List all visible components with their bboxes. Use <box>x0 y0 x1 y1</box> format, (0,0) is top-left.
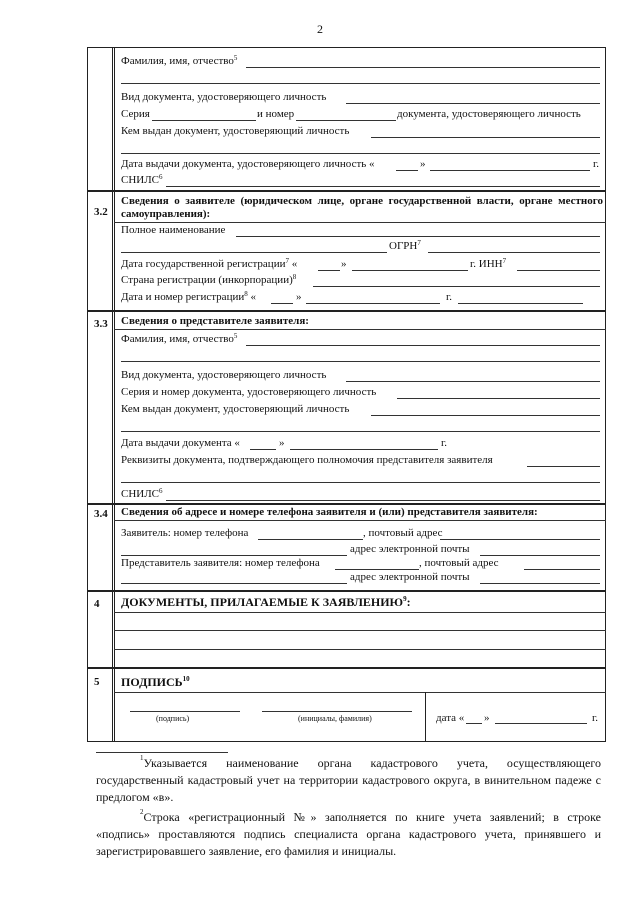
s33-number: 3.3 <box>94 318 108 330</box>
s32-country-label: Страна регистрации (инкорпорации)$^8$ <box>121 273 297 286</box>
divider-5 <box>87 667 606 669</box>
divider-3-3 <box>87 310 606 312</box>
s34-header: Сведения об адресе и номере телефона заявителя и (или) представителя заявителя: <box>121 506 538 518</box>
s33-authority-label: Реквизиты документа, подтверждающего полномочия представителя заявителя <box>121 454 493 466</box>
s32-inn-label: г. ИНН$^7$ <box>470 257 507 270</box>
s4-number: 4 <box>94 598 100 610</box>
s33-issue-day-field[interactable] <box>250 449 276 450</box>
s4-row-3[interactable] <box>114 649 606 650</box>
s32-reg-num-label: Дата и номер регистрации$^8$ « <box>121 290 256 303</box>
s32-ogrn-label: ОГРН$^7$ <box>389 239 421 252</box>
s32-header: Сведения о заявителе (юридическом лице, органе государственной власти, органе местного самоуправления): <box>121 195 603 220</box>
s33-header-rule <box>114 329 606 330</box>
s32-regnum-q-close: » <box>296 291 302 303</box>
s33-issued-by-label: Кем выдан документ, удостоверяющий личность <box>121 403 350 415</box>
s4-header: ДОКУМЕНТЫ, ПРИЛАГАЕМЫЕ К ЗАЯВЛЕНИЮ$^9$: <box>121 595 411 609</box>
divider-3-4 <box>87 503 606 505</box>
s5-date-divider <box>425 692 426 742</box>
s31-series-field[interactable] <box>152 120 256 121</box>
s33-authority-field[interactable] <box>527 466 600 467</box>
s32-inn-field[interactable] <box>517 270 600 271</box>
footnote-1: $^1$Указывается наименование органа кадастрового учета, осуществляющего государственный кадастровый учет на территории кадастрового округа, в винительном падеже с предлогом «в». <box>96 754 601 804</box>
s33-issue-date-label: Дата выдачи документа « <box>121 437 240 449</box>
s34-email-label: адрес электронной почты <box>350 543 470 555</box>
s33-issue-q-close: » <box>279 437 285 449</box>
s32-full-name-label: Полное наименование <box>121 224 226 236</box>
column-divider-inner <box>114 47 115 742</box>
s31-fio-label: Фамилия, имя, отчество$^5$ <box>121 54 238 67</box>
s31-snils-label: СНИЛС$^6$ <box>121 173 163 186</box>
s34-email-field[interactable] <box>480 555 600 556</box>
s33-doc-type-label: Вид документа, удостоверяющего личность <box>121 369 327 381</box>
s31-issue-date-label: Дата выдачи документа, удостоверяющего личность « <box>121 158 375 170</box>
s32-regnum-number-field[interactable] <box>458 303 583 304</box>
s34-email2-label: адрес электронной почты <box>350 571 470 583</box>
s32-full-name-field-2[interactable] <box>121 252 387 253</box>
s31-issue-month-field[interactable] <box>430 170 590 171</box>
s31-fio-field[interactable] <box>246 67 600 68</box>
s4-row-2[interactable] <box>114 630 606 631</box>
s32-reg-date-label: Дата государственной регистрации$^7$ « <box>121 257 298 270</box>
s33-issue-year-label: г. <box>441 437 448 449</box>
s32-number: 3.2 <box>94 206 108 218</box>
s32-full-name-field[interactable] <box>236 236 600 237</box>
s5-number: 5 <box>94 676 100 688</box>
s31-fio-field-2[interactable] <box>121 83 600 84</box>
s33-issued-by-field[interactable] <box>371 415 600 416</box>
s5-header: ПОДПИСЬ$^{10}$ <box>121 675 190 689</box>
s34-applicant-phone-field[interactable] <box>258 539 363 540</box>
s33-snils-label: СНИЛС$^6$ <box>121 487 163 500</box>
signature-caption: (подпись) <box>156 714 190 723</box>
s34-postal-label: , почтовый адрес <box>363 527 443 539</box>
s33-header: Сведения о представителе заявителя: <box>121 315 309 327</box>
s32-regnum-day-field[interactable] <box>271 303 293 304</box>
s32-header-rule <box>114 222 606 223</box>
s5-date-year-label: г. <box>592 712 599 724</box>
s32-ogrn-field[interactable] <box>428 252 600 253</box>
s33-fio-field-2[interactable] <box>121 361 600 362</box>
s31-doc-type-field[interactable] <box>346 103 600 104</box>
s31-series-label: Серия <box>121 108 150 120</box>
s34-number: 3.4 <box>94 508 108 520</box>
column-divider <box>112 47 113 742</box>
s4-row-1[interactable] <box>114 612 606 613</box>
s34-rep-phone-field[interactable] <box>335 569 419 570</box>
s31-issued-by-label: Кем выдан документ, удостоверяющий личность <box>121 125 350 137</box>
s32-reg-month-field[interactable] <box>352 270 468 271</box>
s5-date-day-field[interactable] <box>466 723 482 724</box>
s31-issued-by-field-2[interactable] <box>121 153 600 154</box>
s34-email2-field[interactable] <box>480 583 600 584</box>
s33-snils-field[interactable] <box>166 500 600 501</box>
divider-3-2 <box>87 190 606 192</box>
s33-authority-field-2[interactable] <box>121 482 600 483</box>
s31-doc-tail-label: документа, удостоверяющего личность <box>397 108 581 120</box>
s33-fio-field[interactable] <box>246 345 600 346</box>
page-number: 2 <box>317 22 323 36</box>
divider-4 <box>87 590 606 592</box>
s5-date-q-close: » <box>484 712 490 724</box>
s31-issue-year-label: г. <box>593 158 600 170</box>
s34-postal2-label: , почтовый адрес <box>419 557 499 569</box>
s32-country-field[interactable] <box>313 286 600 287</box>
s32-regnum-year-label: г. <box>446 291 453 303</box>
s31-issue-q-close: » <box>420 158 426 170</box>
s31-number-label: и номер <box>257 108 295 120</box>
s32-reg-day-field[interactable] <box>318 270 340 271</box>
s31-doc-type-label: Вид документа, удостоверяющего личность <box>121 91 327 103</box>
s31-issued-by-field[interactable] <box>371 137 600 138</box>
s5-date-label: дата « <box>436 712 465 724</box>
s33-series-num-label: Серия и номер документа, удостоверяющего личность <box>121 386 377 398</box>
s31-snils-field[interactable] <box>166 186 600 187</box>
s33-series-num-field[interactable] <box>397 398 600 399</box>
s5-date-month-field[interactable] <box>495 723 587 724</box>
s34-postal2-field[interactable] <box>524 569 600 570</box>
s31-number-field[interactable] <box>296 120 396 121</box>
s33-fio-label: Фамилия, имя, отчество$^5$ <box>121 332 238 345</box>
initials-caption: (инициалы, фамилия) <box>298 714 372 723</box>
s34-postal2-field-2[interactable] <box>121 583 347 584</box>
footnote-separator <box>96 752 228 753</box>
s34-applicant-phone-label: Заявитель: номер телефона <box>121 527 249 539</box>
s33-issued-by-field-2[interactable] <box>121 431 600 432</box>
s5-header-rule <box>114 692 606 693</box>
s34-header-rule <box>114 520 606 521</box>
s31-issue-day-field[interactable] <box>396 170 418 171</box>
s32-regnum-month-field[interactable] <box>306 303 440 304</box>
s33-doc-type-field[interactable] <box>346 381 600 382</box>
s33-issue-month-field[interactable] <box>290 449 438 450</box>
s34-postal-field-2[interactable] <box>121 555 347 556</box>
s34-rep-phone-label: Представитель заявителя: номер телефона <box>121 557 320 569</box>
s32-reg-q-close: » <box>341 258 347 270</box>
footnote-2: $^2$Строка «регистрационный №» заполняется по книге учета заявлений; в строке «подпись» проставляются подпись специалиста органа кадастрового учета, принявшего и зарегистрировавшего заявление, его фамилия и инициалы. <box>96 808 601 858</box>
s34-postal-field[interactable] <box>440 539 600 540</box>
